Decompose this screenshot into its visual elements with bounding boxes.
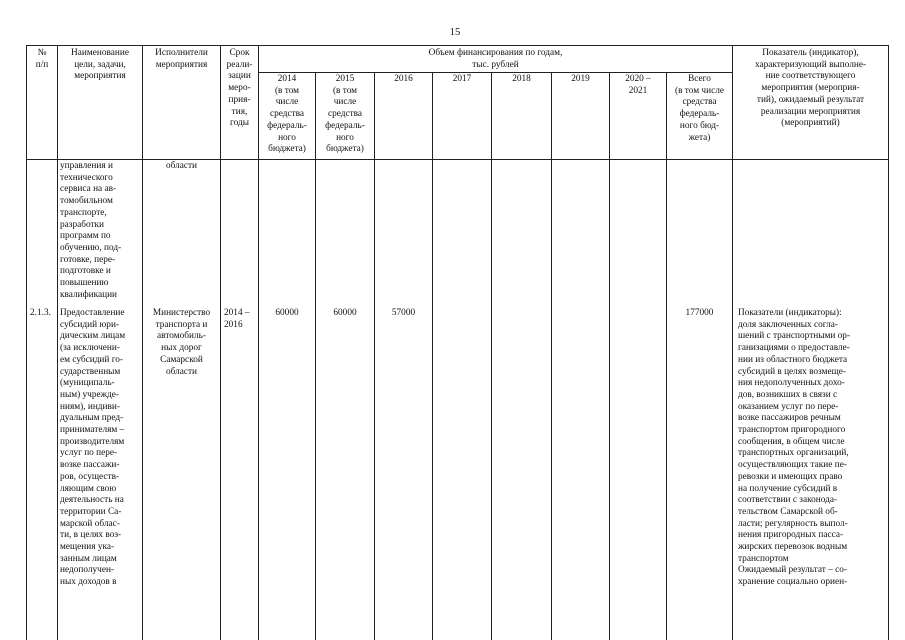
row-indicator-line: шений с транспортными ор-: [738, 331, 851, 342]
cont-row-name-line: подготовке и: [60, 266, 111, 277]
row-indicator-line: соответствии с законода-: [738, 495, 838, 506]
header-year-2020-2021: 2020 – 2021: [625, 74, 651, 96]
cont-row-name-line: разработки: [60, 219, 105, 230]
cont-row-name-line: сервиса на ав-: [60, 184, 117, 195]
row-name-line: ров, осуществ-: [60, 471, 120, 482]
row-indicator-line: доля заключенных согла-: [738, 319, 838, 330]
cont-row-name-line: квалификации: [60, 289, 118, 300]
header-executors: Исполнители мероприятия: [155, 48, 208, 70]
row-value-2016: 57000: [391, 308, 416, 318]
row-name-line: ем субсидий го-: [60, 354, 124, 365]
row-indicator-line: транспортом пригородного: [738, 425, 846, 436]
header-year-2015: 2015 (в том числе средства федераль- ного бюджета): [325, 74, 365, 155]
cont-row-name-line: обучению, под-: [60, 242, 122, 253]
row-indicator-line: нения пригородных пасса-: [738, 530, 844, 541]
col-border: [888, 45, 889, 640]
col-border: [551, 72, 552, 640]
row-name-line: возке пассажи-: [60, 460, 120, 471]
row-value-2015: 60000: [333, 308, 357, 318]
row-name-line: недополучен-: [60, 565, 115, 576]
row-name-line: дическим лицам: [60, 331, 126, 342]
col-border: [26, 45, 27, 640]
row-name-line: дуальным пред-: [60, 413, 124, 424]
row-indicator-line: транспортных организаций,: [738, 448, 849, 459]
header-year-2017: 2017: [452, 74, 472, 84]
row-indicator-line: ласти; регулярность выпол-: [738, 518, 848, 529]
row-indicator-line: жирских перевозок водным: [738, 542, 848, 553]
row-name-line: деятельность на: [60, 495, 124, 506]
row-indicator-line: тельством Самарской об-: [738, 506, 838, 517]
cont-row-name-line: томобильном: [60, 196, 113, 207]
header-funding: Объем финансирования по годам, тыс. рублей: [428, 48, 563, 70]
row-indicator-line: Ожидаемый результат – со-: [738, 565, 847, 576]
col-border: [732, 45, 733, 640]
row-name-line: занным лицам: [60, 553, 117, 564]
row-value-total: 177000: [685, 308, 714, 318]
cont-row-name-line: готовке, пере-: [60, 254, 116, 265]
row-indicator-line: ревозки и имеющих право: [738, 471, 843, 482]
header-term: Срок реали- зации меро- прия- тия, годы: [226, 48, 253, 129]
header-year-2018: 2018: [512, 74, 531, 84]
row-indicator-line: субсидий в целях возмеще-: [738, 366, 846, 377]
row-name-line: ти, в целях воз-: [60, 530, 122, 541]
row-name-line: марской облас-: [60, 518, 120, 529]
header-year-2019: 2019: [571, 74, 590, 84]
cont-row-executor: области: [165, 161, 198, 171]
row-number: 2.1.3.: [30, 308, 51, 318]
header-name: Наименование цели, задачи, мероприятия: [71, 48, 129, 82]
row-indicator-line: сообщения, в общем числе: [738, 436, 845, 447]
row-name-line: субсидий юри-: [60, 319, 120, 330]
row-name-line: ных доходов в: [60, 577, 117, 588]
row-name-line: территории Са-: [60, 506, 122, 517]
row-indicator-line: ния недополученных дохо-: [738, 378, 845, 389]
row-name-line: производителям: [60, 436, 125, 447]
row-indicator-line: транспортом: [738, 553, 789, 564]
row-indicator-line: Показатели (индикаторы):: [738, 308, 842, 318]
row-indicator-line: на получение субсидий в: [738, 483, 838, 494]
col-border: [491, 72, 492, 640]
row-name-line: (за исключени-: [60, 343, 120, 354]
row-name-line: услуг по пере-: [60, 448, 118, 459]
cont-row-name: [60, 161, 138, 301]
row-value-2014: 60000: [275, 308, 299, 318]
col-border: [609, 72, 610, 640]
cont-row-name-line: управления и: [60, 161, 113, 171]
row-name-line: мещения ука-: [60, 542, 115, 553]
col-border: [666, 72, 667, 640]
row-term: 2014 – 2016: [224, 308, 250, 330]
row-indicator-line: осуществляющих такие пе-: [738, 460, 847, 471]
page-number: 15: [449, 27, 461, 38]
row-executor: Министерство транспорта и автомобиль- ных дорог Самарской области: [152, 308, 211, 377]
row-name-line: Предоставление: [60, 308, 125, 318]
cont-row-name-line: программ по: [60, 231, 111, 242]
header-bottom-border: [26, 159, 888, 160]
cont-row-name-line: повышению: [60, 278, 109, 289]
row-indicator-line: возке пассажиров речным: [738, 413, 841, 424]
table-top-border: [26, 45, 888, 46]
row-name-line: принимателям –: [60, 425, 125, 436]
col-border: [220, 45, 221, 640]
header-indicator: Показатель (индикатор), характеризующий выполне- ние соответствующего мероприятия (мероприя- тий), ожидаемый результат реализации мероприятия (мероприятий): [754, 48, 867, 129]
header-year-2014: 2014 (в том числе средства федераль- ного бюджета): [267, 74, 307, 155]
row-name-line: (муниципаль-: [60, 378, 115, 389]
cont-row-name-line: технического: [60, 172, 113, 183]
row-indicator-line: хранение социально ориен-: [738, 577, 848, 588]
row-name-line: ниям), индиви-: [60, 401, 120, 412]
row-indicator-line: ганизациями о предоставле-: [738, 343, 850, 354]
row-indicator-line: оказанием услуг по пере-: [738, 401, 839, 412]
col-border: [57, 45, 58, 640]
col-border: [315, 72, 316, 640]
row-indicator-line: нии из областного бюджета: [738, 354, 848, 365]
years-header-border: [258, 72, 732, 73]
col-border: [374, 72, 375, 640]
row-indicator: [738, 308, 886, 589]
header-year-2016: 2016: [394, 74, 413, 84]
header-total: Всего (в том числе средства федераль- ного бюд- жета): [675, 74, 724, 143]
row-name: [60, 308, 138, 589]
header-number: № п/п: [35, 48, 49, 70]
col-border: [432, 72, 433, 640]
row-name-line: ным) учрежде-: [60, 389, 119, 400]
cont-row-name-line: транспорте,: [60, 207, 107, 218]
row-name-line: ляющим свою: [60, 483, 117, 494]
row-name-line: сударственным: [60, 366, 121, 377]
row-indicator-line: дов, возникших в связи с: [738, 389, 838, 400]
